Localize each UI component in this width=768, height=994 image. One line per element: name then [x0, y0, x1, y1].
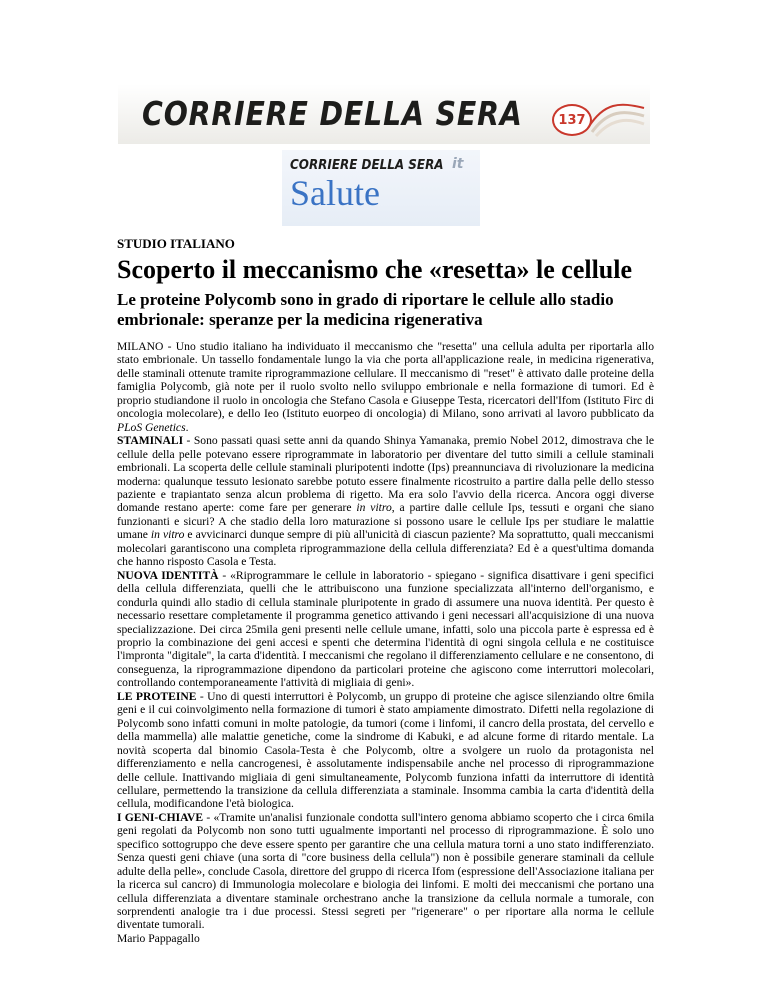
paragraph-text: - «Tramite un'analisi funzionale condotta sull'intero genoma abbiamo scoperto che i circa 6mila geni regolati da Polycomb non sono tutti ugualmente importanti nel processo di riprogrammazione. È solo uno specifico sottogruppo che deve essere spento per garantire che una cellula matura torni a uno stato indifferenziato. Senza questi geni chiave (una sorta di "core business della cellula") non è possibile generare staminali da cellule adulte della pelle», conclude Casola, direttore del gruppo di ricerca Ifom (espressione dell'Associazione italiana per la ricerca sul cancro) di Immunologia molecolare e biologia dei linfomi. E molti dei meccanismi che portano una cellula differenziata a diventare staminale orchestrano anche la transizione da cellula normale a tumorale, con sorprendenti analogie tra i due processi. Stessi segreti per "rigenerare" o per riportare alla norma le cellule diventate tumorali. — [117, 810, 654, 932]
masthead-banner — [118, 84, 650, 144]
anniversary-badge: 137 — [552, 104, 592, 136]
article-paragraph-proteine — [117, 690, 654, 811]
salute-logo-name: Salute — [290, 173, 380, 213]
emphasis-text: in vitro — [356, 501, 392, 515]
paragraph-lead: I GENI-CHIAVE — [117, 810, 204, 824]
masthead-logo-text: CORRIERE DELLA SERA — [142, 94, 523, 133]
article — [117, 236, 654, 945]
salute-logo-it: it — [452, 156, 464, 172]
article-headline: Scoperto il meccanismo che «resetta» le cellule — [117, 255, 633, 284]
paragraph-text: - Uno di questi interruttori è Polycomb, un gruppo di proteine che agisce silenziando oltre 6mila geni e il cui coinvolgimento nella formazione di tumori è stato ampiamente dimostrato. Difetti nella regolazione di Polycomb sono infatti comuni in molte patologie, da tumori (come i linfomi, il cancro della prostata, del cervello e della mammella) alle malattie genetiche, come la sindrome di Kabuki, e ad alcune forme di ritardo mentale. La novità scoperta dal binomio Casola-Testa è che Polycomb, oltre a svolgere un ruolo da protagonista nel differenziamento e nella cancrogenesi, è assolutamente indispensabile anche nel processo di riprogrammazione delle cellule. Inattivando migliaia di geni simultaneamente, Polycomb funziona infatti da interruttore di identità cellulare, permettendo la transizione da cellula differenziata a staminale. Insomma cambia la carta d'identità della cellula, modificandone l'età biologica. — [117, 689, 655, 811]
article-subhead: Le proteine Polycomb sono in grado di riportare le cellule allo stadio embrionale: speranze per la medicina rigenerativa — [117, 290, 614, 329]
article-author: Mario Pappagallo — [117, 931, 200, 945]
article-paragraph-intro — [117, 340, 654, 434]
paragraph-lead: STAMINALI — [117, 434, 184, 448]
paragraph-text: MILANO - Uno studio italiano ha individuato il meccanismo che "resetta" una cellula adulta per riportarla allo stato embrionale. Un tassello fondamentale lungo la via che porta all'applicazione reale, in medicina rigenerativa, delle staminali ottenute tramite riprogrammazione cellulare. Il meccanismo di "reset" è attivato dalle proteine della famiglia Polycomb, già note per il ruolo svolto nello sviluppo embrionale e nella formazione di tumori. Ed è proprio studiandone il ruolo in oncologia che Stefano Casola e Giuseppe Testa, ricercatori dell'Ifom (Istituto Firc di oncologia molecolare), e dello Ieo (Istituto euorpeo di oncologia) di Milano, sono arrivati al lavoro pubblicato da — [117, 340, 654, 421]
article-paragraph-nuova-identita — [117, 569, 654, 690]
anniversary-ribbon-icon — [586, 98, 646, 138]
article-body — [117, 340, 654, 945]
emphasis-text: in vitro — [150, 528, 185, 542]
journal-name: PLoS Genetics — [117, 420, 186, 434]
paragraph-text: e avvicinarci dunque sempre di più all'unicità di ciascun paziente? Ma soprattutto, quali meccanismi molecolari garantiscono una completa riprogrammazione della cellula differenziata? Ed è a quest'ultima domanda che hanno risposto Casola e Testa. — [117, 528, 654, 569]
paragraph-lead: NUOVA IDENTITÀ — [117, 568, 219, 582]
article-paragraph-staminali — [117, 434, 654, 569]
paragraph-text: , a partire dalle cellule Ips, tessuti e organi che siano funzionanti e sicuri? A che stadio della loro maturazione si possono usare le cellule Ips per studiare le malattie umane — [117, 501, 654, 542]
paragraph-text: . — [185, 420, 189, 434]
salute-section-logo — [282, 150, 480, 226]
paragraph-lead: LE PROTEINE — [117, 689, 197, 703]
article-paragraph-geni-chiave — [117, 811, 654, 932]
salute-logo-masthead: CORRIERE DELLA SERA — [290, 158, 444, 173]
article-kicker: STUDIO ITALIANO — [117, 236, 235, 251]
paragraph-text: - Sono passati quasi sette anni da quando Shinya Yamanaka, premio Nobel 2012, dimostrava che le cellule della pelle potevano essere riprogrammate in laboratorio per diventare del tutto simili a cellule staminali embrionali. La scoperta delle cellule staminali pluripotenti indotte (Ips) preannunciava di rivoluzionare la medicina moderna: qualunque tessuto lesionato sarebbe potuto essere finalmente ricostruito a partire dalla pelle dello stesso paziente e trapiantato senza alcun problema di rigetto. Ma era solo l'avvio della ricerca. Ancora oggi diverse domande restano aperte: come fare per generare — [117, 434, 654, 515]
paragraph-text: - «Riprogrammare le cellule in laboratorio - spiegano - significa disattivare i geni specifici della cellula differenziata, quelli che le attribuiscono una funzione specializzata all'interno dell'organismo, e condurla quindi allo stadio di cellula staminale pluripotente in grado di assumere una nuova identità. Per questo è necessario resettare completamente il programma genetico attivando i geni necessari all'acquisizione di una nuova specializzazione. Dei circa 25mila geni presenti nelle cellule umane, infatti, solo una piccola parte è espressa ed è proprio la combinazione dei geni accesi e spenti che determina l'identità di ogni singola cellula e ne costituisce l'impronta "digitale", la carta d'identità. I meccanismi che regolano il differenziamento cellulare e ne consentono, di conseguenza, la riprogrammazione dipendono da particolari proteine che agiscono come interruttori molecolari, controllando contemporaneamente l'attività di migliaia di geni». — [117, 568, 654, 690]
